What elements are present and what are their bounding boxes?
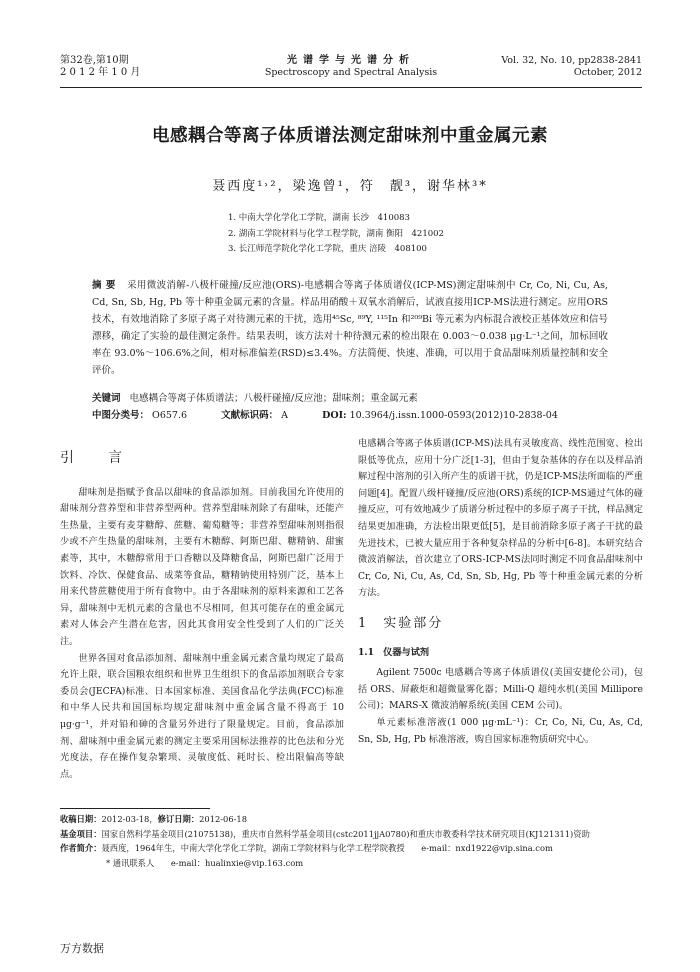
abstract-text: 采用微波消解-八极杆碰撞/反应池(ORS)-电感耦合等离子体质谱仪(ICP-MS)测定甜味剂中 Cr, Co, Ni, Cu, As, Cd, Sn, Sb, Hg, Pb 等十种重金属元素的含量。样品用硝酸＋双氧水消解后，试液直接用ICP-MS法进行测定。应用ORS技术，有效地消除了多原子离子对待测元素的干扰，选用⁴⁵Sc, ⁸⁹Y, ¹¹⁵In 和²⁰⁹Bi 等元素为内标混合液校正基体效应和信号漂移，确定了实验的最佳测定条件。结果表明，该方法对十种待测元素的检出限在 0.003～0.038 μg·L⁻¹之间，加标回收率在 93.0%～106.6%之间，相对标准偏差(RSD)≤3.4%。方法简便、快速、准确，可以用于食品甜味剂质量控制和安全评价。 [92, 280, 608, 376]
left-column [60, 436, 344, 783]
header-rule [60, 87, 642, 88]
revised-date: 2012-06-18 [199, 814, 247, 824]
fund-label: 基金项目： [60, 828, 102, 839]
keywords [92, 390, 608, 407]
footnote-rule [60, 808, 210, 809]
keywords-label: 关键词 [92, 393, 121, 404]
fund-text: 国家自然科学基金项目(21075138)，重庆市自然科学基金项目(cstc2011jjA0780)和重庆市教委科学技术研究项目(KJ121311)资助 [101, 828, 590, 839]
footnotes [60, 812, 642, 870]
footnote-bio [60, 841, 642, 856]
affiliations [228, 211, 444, 258]
intro-paragraph-1: 甜味剂是指赋予食品以甜味的食品添加剂。目前我国允许使用的甜味剂分营养型和非营养型两种。营养型甜味剂除了有甜味，还能产生热量，主要有麦芽糖醇、蔗糖、葡萄糖等；非营养型甜味剂则指很少或不产生热量的甜味剂，主要有木糖醇、阿斯巴甜、糖精钠、甜蜜素等，其中，木糖醇常用于口香糖以及降糖食品，阿斯巴甜广泛用于饮料、冷饮、保健食品、成菜等食品，糖精钠使用特别广泛，基本上用来代替蔗糖使用于所有食物中。由于各甜味剂的原料来源和工艺各异，甜味剂中无机元素的含量也不尽相同，但其可能存在的重金属元素对人体会产生潜在危害，因此其食用安全性受到了人们的广泛关注。 [60, 486, 344, 647]
intro-paragraph-2: 世界各国对食品添加剂、甜味剂中重金属元素含量均规定了最高允许上限，联合国粮农组织和世界卫生组织下的食品添加剂联合专家委员会(JECFA)标准、日本国家标准、美国食品化学法典(FCC)标准和中华人民共和国国标均规定甜味剂中重金属含量不得高于 10 μg·g⁻¹，并对铅和砷的含量另外进行了限量规定。目前，食品添加剂、甜味剂中重金属元素的测定主要采用国标法推荐的比色法和分光光度法，存在操作复杂繁琐、灵敏度低、耗时长、检出限偏高等缺点。 [60, 652, 344, 780]
running-header [60, 55, 642, 85]
doccode-label: 文献标识码： [221, 410, 279, 421]
section-title-experimental: 1 实验部分 [358, 615, 444, 631]
intro-paragraph-3: 电感耦合等离子体质谱(ICP-MS)法具有灵敏度高、线性范围宽、检出限低等优点，应用十分广泛[1-3]，但由于复杂基体的存在以及样品消解过程中溶剂的引入所产生的质谱干扰，仍是ICP-MS法所面临的严重问题[4]。配置八级杆碰撞/反应池(ORS)系统的ICP-MS通过气体的碰撞反应，可有效地减少了质谱分析过程中的多原子离子干扰，样品测定结果更加准确，方法检出限更低[5]，是目前消除多原子离子干扰的最先进技术，已被大量应用于各种复杂样品的分析中[6-8]。本研究结合微波消解法，首次建立了ORS-ICP-MS法同时测定不同食品甜味剂中 Cr, Co, Ni, Cu, As, Cd, Sn, Sb, Hg, Pb 等十种重金属元素的分析方法。 [358, 438, 643, 599]
classification-row [92, 408, 608, 424]
abstract [92, 277, 608, 379]
header-date-cn: 2 0 1 2 年 1 0 月 [60, 67, 141, 78]
watermark: 万方数据 [60, 942, 104, 955]
journal-name-cn: 光谱学与光谱分析 [287, 55, 415, 66]
doi-value: 10.3964/j.issn.1000-0593(2012)10-2838-04 [349, 410, 558, 421]
doccode-value: A [281, 410, 289, 421]
header-volume-en: Vol. 32, No. 10, pp2838-2841 [501, 55, 642, 66]
abstract-label: 摘要 [92, 280, 120, 291]
bio-text: 聂西度，1964年生，中南大学化学化工学院，湖南工学院材料与化学工程学院教授 e-mail：nxd1922@vip.sina.com [101, 843, 553, 853]
doi-label: DOI: [322, 410, 347, 421]
paper-authors: 聂西度¹˒²，梁逸曾¹，符 靓³，谢华林³* [212, 179, 488, 194]
subsection-title-instruments: 1.1 仪器与试剂 [358, 646, 430, 658]
revised-label: 修订日期： [157, 814, 200, 824]
cls-label: 中图分类号： [92, 410, 150, 421]
received-label: 收稿日期： [60, 814, 102, 824]
header-date-en: October, 2012 [573, 67, 642, 78]
received-date: 2012-03-18， [101, 814, 158, 824]
right-column [358, 436, 643, 748]
affiliation-2: 2. 湖南工学院材料与化学工程学院，湖南 衡阳 421002 [228, 228, 444, 239]
reagents-paragraph: 单元素标准溶液(1 000 μg·mL⁻¹)：Cr, Co, Ni, Cu, As, Cd, Sn, Sb, Hg, Pb 标准溶液，购自国家标准物质研究中心。 [358, 716, 643, 745]
paper-title: 电感耦合等离子体质谱法测定甜味剂中重金属元素 [152, 126, 548, 146]
instruments-paragraph: Agilent 7500c 电感耦合等离子体质谱仪(美国安捷伦公司)，包括 ORS、屏蔽炬和超微量雾化器；Milli-Q 超纯水机(美国 Millipore 公司)；MARS-X 微波消解系统(美国 CEM 公司)。 [358, 667, 643, 712]
affiliation-1: 1. 中南大学化学化工学院，湖南 长沙 410083 [228, 213, 410, 223]
header-issue-en [501, 55, 642, 79]
cls-value: O657.6 [152, 410, 188, 421]
affiliation-3: 3. 长江师范学院化学化工学院，重庆 涪陵 408100 [228, 244, 427, 254]
footnote-corresponding: * 通讯联系人 e-mail：hualinxie@vip.163.com [106, 857, 304, 868]
footnote-fund [60, 827, 642, 842]
header-volume-cn: 第32卷,第10期 [60, 55, 129, 66]
bio-label: 作者简介： [60, 843, 102, 853]
keywords-text: 电感耦合等离子体质谱法；八极杆碰撞/反应池；甜味剂；重金属元素 [129, 393, 418, 404]
footnote-dates [60, 812, 642, 827]
journal-name-en: Spectroscopy and Spectral Analysis [264, 67, 438, 78]
section-title-intro: 引 言 [60, 450, 132, 466]
